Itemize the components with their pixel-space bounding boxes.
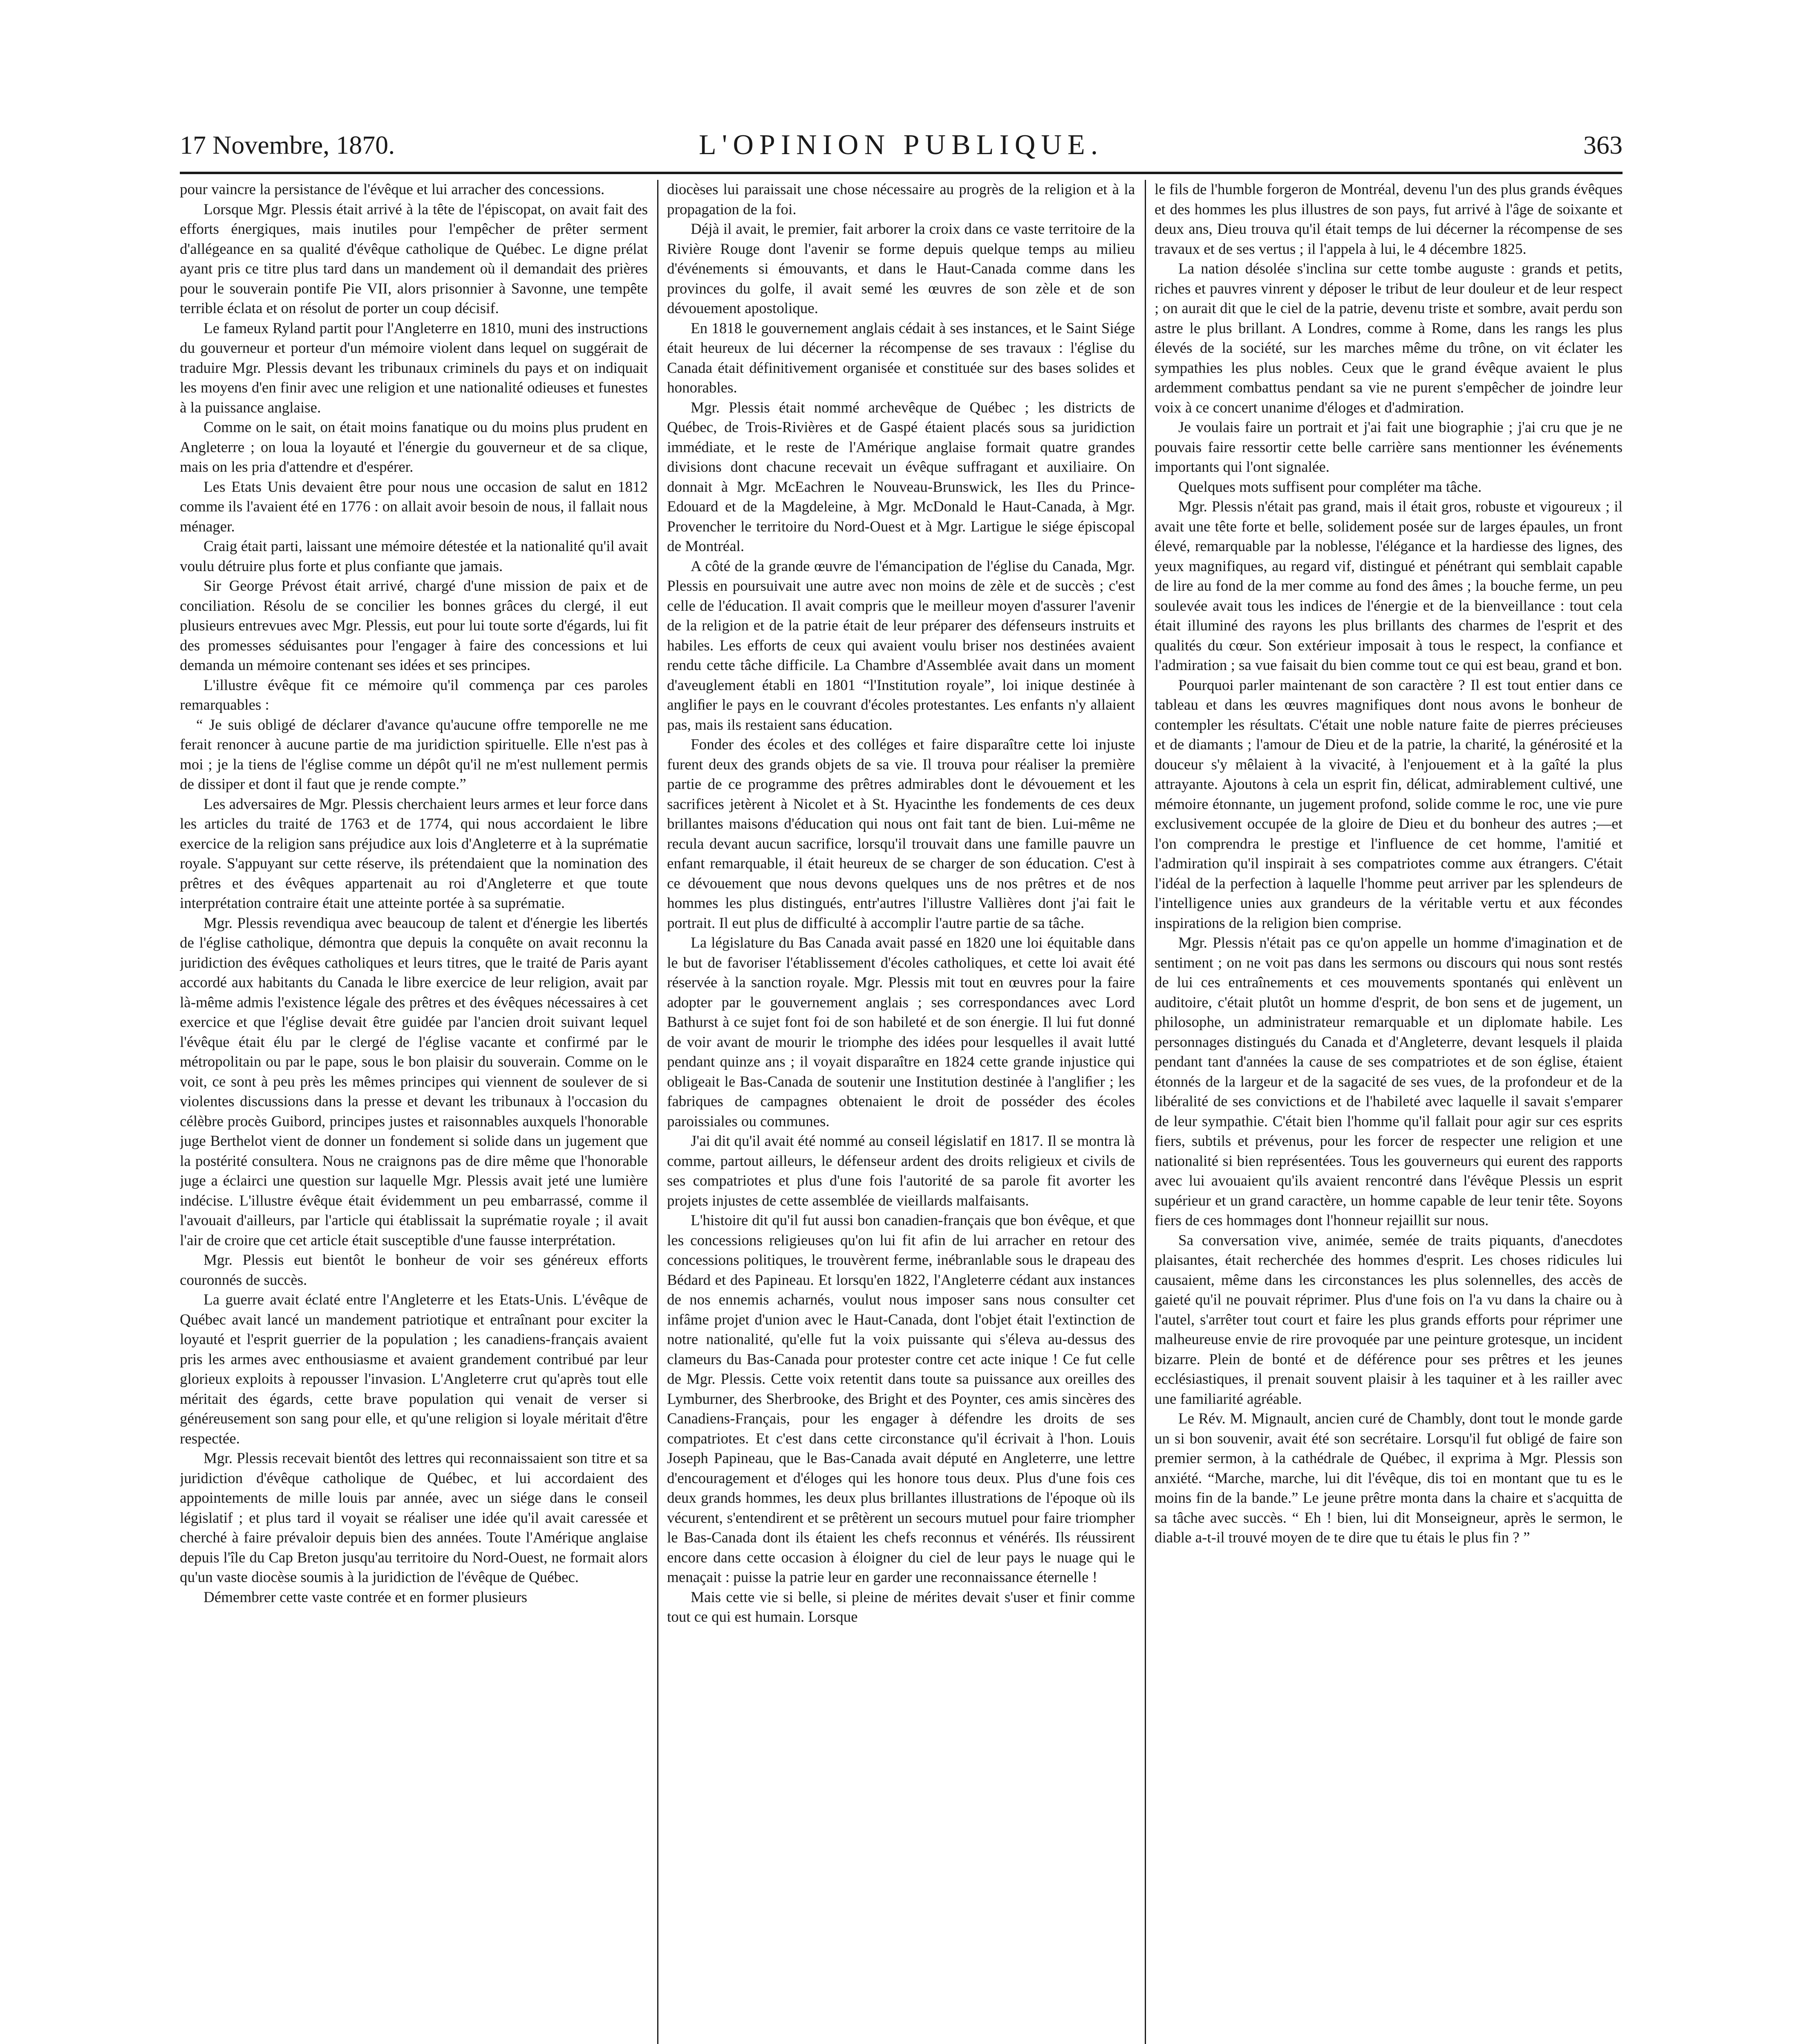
paragraph: Mgr. Plessis recevait bientôt des lettres qui reconnaissaient son titre et sa juridiction d'évêque catholique de Québec, et lui accordaient des appointements de mille louis par année, avec un siége dans le conseil législatif ; et plus tard il voyait se réaliser une idée qu'il avait caressée et cherché à faire prévaloir depuis bien des années. Toute l'Amérique anglaise depuis l'île du Cap Breton jusqu'au territoire du Nord-Ouest, ne formait alors qu'un vaste diocèse soumis à la juridiction de l'évêque de Québec. — [180, 1450, 648, 1586]
paragraph: Les Etats Unis devaient être pour nous une occasion de salut en 1812 comme ils l'avaient été en 1776 : on allait avoir besoin de nous, il fallait nous ménager. — [180, 478, 648, 535]
paragraph: le fils de l'humble forgeron de Montréal, devenu l'un des plus grands évêques et des hommes les plus illustres de son pays, fut arrivé à l'âge de soixante et deux ans, Dieu trouva qu'il était temps de lui décerner la récompense de ses travaux et de ses vertus ; il l'appela à lui, le 4 décembre 1825. — [1155, 181, 1623, 258]
paragraph: La guerre avait éclaté entre l'Angleterre et les Etats-Unis. L'évêque de Québec avait lancé un mandement patriotique et entraînant pour exciter la loyauté et l'esprit guerrier de la population ; les canadiens-français avaient pris les armes avec enthousiasme et avaient grandement contribué par leur glorieux exploits à repousser l'invasion. L'Angleterre crut qu'après tout elle méritait des égards, cette brave population qui venait de verser si généreusement son sang pour elle, et qu'une religion si loyale méritait d'être respectée. — [180, 1291, 648, 1447]
paragraph: Mgr. Plessis eut bientôt le bonheur de voir ses généreux efforts couronnés de succès. — [180, 1252, 648, 1289]
page-header — [180, 123, 1623, 168]
column-2 — [667, 180, 1135, 2044]
page-number: 363 — [1583, 130, 1623, 159]
paragraph: Mgr. Plessis n'était pas grand, mais il était gros, robuste et vigoureux ; il avait une tête forte et belle, solidement posée sur de larges épaules, un front élevé, remarquable par la noblesse, l'élégance et la hardiesse des lignes, des yeux magnifiques, au regard vif, distingué et pénétrant qui semblait capable de lire au fond de la mer comme au fond des âmes ; la bouche ferme, un peu soulevée avait tous les indices de l'énergie et de la bienveillance : tout cela était illuminé des rayons les plus brillants des charmes de l'esprit et des qualités du cœur. Son extérieur imposait à tous le respect, la confiance et l'admiration ; sa vue faisait du bien comme tout ce qui est beau, grand et bon. — [1155, 498, 1623, 674]
paragraph: Pourquoi parler maintenant de son caractère ? Il est tout entier dans ce tableau et dans les œuvres magnifiques dont nous avons le bonheur de contempler les résultats. C'était une noble nature faite de pierres précieuses et de diamants ; l'amour de Dieu et de la patrie, la charité, la générosité et la douceur s'y mêlaient à la vivacité, à l'enjouement et à la gaîté la plus attrayante. Ajoutons à cela un esprit fin, délicat, admirablement cultivé, une mémoire étonnante, un jugement profond, solide comme le roc, une vie pure exclusivement occupée de la gloire de Dieu et du bonheur des autres ;—et l'on comprendra le prestige et l'influence de cet homme, l'amitié et l'admiration qu'il inspirait à ses compatriotes comme aux étrangers. C'était l'idéal de la perfection à laquelle l'homme peut arriver par les splendeurs de l'intelligence unies aux grandeurs de la véritable vertu et aux fécondes inspirations de la religion bien comprise. — [1155, 677, 1623, 932]
paragraph: Craig était parti, laissant une mémoire détestée et la nationalité qu'il avait voulu détruire plus forte et plus confiante que jamais. — [180, 538, 648, 575]
paragraph: Le Rév. M. Mignault, ancien curé de Chambly, dont tout le monde garde un si bon souvenir, avait été son secrétaire. Lorsqu'il fut obligé de faire son premier sermon, à la cathédrale de Québec, il exprima à Mgr. Plessis son anxiété. “Marche, marche, lui dit l'évêque, dis toi en montant que tu es le moins fin de la bande.” Le jeune prêtre monta dans la chaire et s'acquitta de sa tâche avec succès. “ Eh ! bien, lui dit Monseigneur, après le sermon, le diable a-t-il trouvé moyen de te dire que tu étais le plus fin ? ” — [1155, 1410, 1623, 1546]
paragraph: En 1818 le gouvernement anglais cédait à ses instances, et le Saint Siége était heureux de lui décerner la récompense de ses travaux : l'église du Canada était définitivement organisée et constituée sur des bases solides et honorables. — [667, 320, 1135, 396]
paragraph: L'illustre évêque fit ce mémoire qu'il commença par ces paroles remarquables : — [180, 677, 648, 713]
quotation: “ Je suis obligé de déclarer d'avance qu'aucune offre temporelle ne me ferait renoncer à aucune partie de ma juridiction spirituelle. Elle n'est pas à moi ; je la tiens de l'église comme un dépôt qu'il ne m'est nullement permis de dissiper et dont il faut que je rende compte.” — [180, 716, 648, 793]
paragraph: pour vaincre la persistance de l'évêque et lui arracher des concessions. — [180, 181, 605, 198]
issue-date: 17 Novembre, 1870. — [180, 130, 395, 159]
newspaper-title: L'OPINION PUBLIQUE. — [698, 129, 1104, 161]
paragraph: diocèses lui paraissait une chose nécessaire au progrès de la religion et à la propagation de la foi. — [667, 181, 1135, 218]
article-columns — [180, 180, 1623, 2044]
column-divider — [1145, 180, 1146, 2044]
paragraph: La législature du Bas Canada avait passé en 1820 une loi équitable dans le but de favoriser l'établissement d'écoles catholiques, et cette loi avait été réservée à la sanction royale. Mgr. Plessis mit tout en œuvres pour la faire adopter par le gouvernement anglais ; ses correspondances avec Lord Bathurst à ce sujet font foi de son habileté et de son énergie. Il lui fut donné de voir avant de mourir le triomphe des idées pour lesquelles il avait lutté pendant quinze ans ; il voyait disparaître en 1824 cette grande injustice qui obligeait le Bas-Canada de soutenir une Institution destinée à l'angliﬁer ; les fabriques de campagnes obtenaient le droit de posséder des écoles paroissiales ou communes. — [667, 935, 1135, 1130]
paragraph: Le fameux Ryland partit pour l'Angleterre en 1810, muni des instructions du gouverneur et porteur d'un mémoire violent dans lequel on suggérait de traduire Mgr. Plessis devant les tribunaux criminels du pays et on indiquait les moyens d'en finir avec une religion et une nationalité odieuses et funestes à la puissance anglaise. — [180, 320, 648, 416]
paragraph: Mgr. Plessis n'était pas ce qu'on appelle un homme d'imagination et de sentiment ; on ne voit pas dans les sermons ou discours qui nous sont restés de lui ces entraînements et ces mouvements spontanés qui enlèvent un auditoire, c'était plutôt un homme d'esprit, de bon sens et de jugement, un philosophe, un administrateur remarquable et un diplomate habile. Les personnages distingués du Canada et d'Angleterre, devant lesquels il plaida pendant tant d'années la cause de ses compatriotes et de son église, étaient étonnés de la largeur et de la sagacité de ses vues, de la profondeur et de la libéralité de ses convictions et de l'habileté avec laquelle il savait s'emparer de leur sympathie. C'était bien l'homme qu'il fallait pour agir sur ces esprits fiers, subtils et prévenus, pour les forcer de respecter une religion et une nationalité si bien représentées. Tous les gouverneurs qui eurent des rapports avec lui avouaient qu'ils avaient rencontré dans l'évêque Plessis un esprit supérieur et un grand caractère, un homme capable de leur tenir tête. Soyons fiers de ces hommages dont l'honneur rejaillit sur nous. — [1155, 935, 1623, 1229]
paragraph: Je voulais faire un portrait et j'ai fait une biographie ; j'ai cru que je ne pouvais faire ressortir cette belle carrière sans mentionner les événements importants qui l'ont signalée. — [1155, 419, 1623, 475]
paragraph: Lorsque Mgr. Plessis était arrivé à la tête de l'épiscopat, on avait fait des efforts énergiques, mais inutiles pour l'empêcher de prêter serment d'allégeance en sa qualité d'évêque catholique de Québec. Le digne prélat ayant pris ce titre plus tard dans un mandement où il demandait des prières pour le souverain pontife Pie VII, alors prisonnier à Savonne, une tempête terrible éclata et on résolut de porter un coup décisif. — [180, 201, 648, 317]
paragraph: Sa conversation vive, animée, semée de traits piquants, d'anecdotes plaisantes, était recherchée des hommes d'esprit. Les choses ridicules lui causaient, même dans les circonstances les plus solennelles, des accès de gaieté qu'il ne pouvait réprimer. Plus d'une fois on l'a vu dans la chaire ou à l'autel, s'arrêter tout court et faire les plus grands efforts pour réprimer une malheureuse envie de rire provoquée par une peinture grotesque, un incident bizarre. Plein de bonté et de déférence pour ses prêtres et les jeunes ecclésiastiques, il prenait souvent plaisir à les taquiner et à les railler avec une familiarité agréable. — [1155, 1232, 1623, 1407]
paragraph: Quelques mots suffisent pour compléter ma tâche. — [1178, 478, 1482, 495]
column-3 — [1155, 180, 1623, 2044]
paragraph: J'ai dit qu'il avait été nommé au conseil législatif en 1817. Il se montra là comme, partout ailleurs, le défenseur ardent des droits religieux et civils de ses compatriotes et plus d'une fois l'autorité de sa parole fit avorter les projets injustes de cette assemblée de vieillards malfaisants. — [667, 1133, 1135, 1209]
paragraph: Comme on le sait, on était moins fanatique ou du moins plus prudent en Angleterre ; on loua la loyauté et l'énergie du gouverneur et de sa clique, mais on les pria d'attendre et d'espérer. — [180, 419, 648, 475]
paragraph: Déjà il avait, le premier, fait arborer la croix dans ce vaste territoire de la Rivière Rouge dont l'avenir se forme depuis quelque temps au milieu d'événements si émouvants, et dans le Haut-Canada comme dans les provinces du golfe, il avait semé les œuvres de son zèle et de son dévouement apostolique. — [667, 221, 1135, 317]
paragraph: Mgr. Plessis revendiqua avec beaucoup de talent et d'énergie les libertés de l'église catholique, démontra que depuis la conquête on avait reconnu la juridiction des évêques catholiques et leurs titres, que le traité de Paris ayant accordé aux habitants du Canada le libre exercice de leur religion, avait par là-même admis l'existence légale des prêtres et des évêques nécessaires à cet exercice et que l'église devait être guidée par l'ancien droit suivant lequel l'évêque était élu par le clergé de l'église vacante et confirmé par le métropolitain ou par le pape, sous le bon plaisir du souverain. Comme on le voit, ce sont à peu près les mêmes principes qui viennent de soulever de si violentes discussions dans la presse et devant les tribunaux à l'occasion du célèbre procès Guibord, principes justes et raisonnables auxquels l'honorable juge Berthelot vient de donner un fondement si solide dans un jugement que la postérité consultera. Nous ne craignons pas de dire même que l'honorable juge a éclairci une question sur laquelle Mgr. Plessis avait jeté une lumière indécise. L'illustre évêque était évidemment un peu embarrassé, comme il l'avouait d'ailleurs, par l'article qui établissait la suprématie royale ; il avait l'air de croire que cet article était susceptible d'une fausse interprétation. — [180, 914, 648, 1249]
paragraph: Les adversaires de Mgr. Plessis cherchaient leurs armes et leur force dans les articles du traité de 1763 et de 1774, qui nous accordaient le libre exercice de la religion sans préjudice aux lois d'Angleterre et à la suprématie royale. S'appuyant sur cette réserve, ils prétendaient que la nomination des prêtres et des évêques appartenait au roi d'Angleterre et que toute interprétation contraire était une atteinte portée à sa suprématie. — [180, 796, 648, 912]
paragraph: Mgr. Plessis était nommé archevêque de Québec ; les districts de Québec, de Trois-Rivières et de Gaspé étaient placés sous sa juridiction immédiate, et le reste de l'Amérique anglaise formait quatre grandes divisions dont chacune recevait un évêque suffragant et auxiliaire. On donnait à Mgr. McEachren le Nouveau-Brunswick, les Iles du Prince-Edouard et de la Magdeleine, à Mgr. McDonald le Haut-Canada, à Mgr. Provencher le territoire du Nord-Ouest et à Mgr. Lartigue le siége épiscopal de Montréal. — [667, 399, 1135, 555]
paragraph: Mais cette vie si belle, si pleine de mérites devait s'user et finir comme tout ce qui est humain. Lorsque — [667, 1589, 1135, 1625]
paragraph: A côté de la grande œuvre de l'émancipation de l'église du Canada, Mgr. Plessis en poursuivait une autre avec non moins de zèle et de succès ; c'est celle de l'éducation. Il avait compris que le meilleur moyen d'assurer l'avenir de la religion et de la patrie était de leur préparer des défenseurs instruits et habiles. Les efforts de ceux qui avaient voulu briser nos destinées avaient rendu cette tâche difficile. La Chambre d'Assemblée avait dans un moment d'aveuglement établi en 1801 “l'Institution royale”, loi inique destinée à angliﬁer le pays en le couvrant d'écoles protestantes. Les enfants n'y allaient pas, mais ils restaient sans éducation. — [667, 558, 1135, 733]
header-rule — [180, 172, 1623, 174]
column-1 — [180, 180, 648, 2044]
column-divider — [657, 180, 658, 2044]
paragraph: L'histoire dit qu'il fut aussi bon canadien-français que bon évêque, et que les concessions religieuses qu'on lui fit afin de lui arracher en retour des concessions politiques, le trouvèrent ferme, inébranlable sous le drapeau des Bédard et des Papineau. Et lorsqu'en 1822, l'Angleterre cédant aux instances de nos ennemis acharnés, voulut nous imposer sans nous consulter cet infâme projet d'union avec le Haut-Canada, dont l'objet était l'extinction de notre nationalité, qu'elle fut la voix puissante qui s'éleva au-dessus des clameurs du Bas-Canada pour protester contre cet acte inique ! Ce fut celle de Mgr. Plessis. Cette voix retentit dans toute sa puissance aux oreilles des Lymburner, des Sherbrooke, des Bright et des Poynter, ces amis sincères des Canadiens-Français, pour les engager à défendre les droits de ses compatriotes. Et c'est dans cette circonstance qu'il écrivait à l'hon. Louis Joseph Papineau, que le Bas-Canada avait député en Angleterre, une lettre d'encouragement et d'éloges qui les honore tous deux. Plus d'une fois ces deux grands hommes, les deux plus brillantes illustrations de l'époque où ils vécurent, s'entendirent et se prêtèrent un secours mutuel pour faire triompher le Bas-Canada dont ils étaient les chefs reconnus et vénérés. Ils réussirent encore dans cette occasion à éloigner du ciel de leur pays le nuage qui le menaçait : puisse la patrie leur en garder une reconnaissance éternelle ! — [667, 1212, 1135, 1586]
paragraph: La nation désolée s'inclina sur cette tombe auguste : grands et petits, riches et pauvres vinrent y déposer le tribut de leur douleur et de leur respect ; on aurait dit que le ciel de la patrie, devenu triste et sombre, avait perdu son astre le plus brillant. A Londres, comme à Rome, dans les rangs les plus élevés de la société, sur les marches même du trône, on vit éclater les sympathies les plus nobles. Ceux que le grand évêque avaient le plus ardemment combattus pendant sa vie ne purent s'empêcher de joindre leur voix à ce concert unanime d'éloges et d'admiration. — [1155, 260, 1623, 416]
paragraph: Sir George Prévost était arrivé, chargé d'une mission de paix et de conciliation. Résolu de se concilier les bonnes grâces du clergé, il eut plusieurs entrevues avec Mgr. Plessis, eut pour lui toute sorte d'égards, lui fit des promesses séduisantes pour l'engager à faire des concessions et lui demanda un mémoire contenant ses idées et ses principes. — [180, 578, 648, 674]
paragraph: Démembrer cette vaste contrée et en former plusieurs — [204, 1589, 528, 1606]
paragraph: Fonder des écoles et des colléges et faire disparaître cette loi injuste furent deux des grands objets de sa vie. Il trouva pour réaliser la première partie de ce programme des prêtres admirables dont le dévouement et les sacrifices jetèrent à Nicolet et à St. Hyacinthe les fondements de ces deux brillantes maisons d'éducation qui nous ont fait tant de bien. Lui-même ne recula devant aucun sacrifice, lorsqu'il trouvait dans une famille pauvre un enfant remarquable, il était heureux de se charger de son éducation. C'est à ce dévouement que nous devons quelques uns de nos prêtres et de nos hommes les plus distingués, entr'autres l'illustre Vallières dont j'ai fait le portrait. Il eut plus de difficulté à accomplir l'autre partie de sa tâche. — [667, 736, 1135, 932]
